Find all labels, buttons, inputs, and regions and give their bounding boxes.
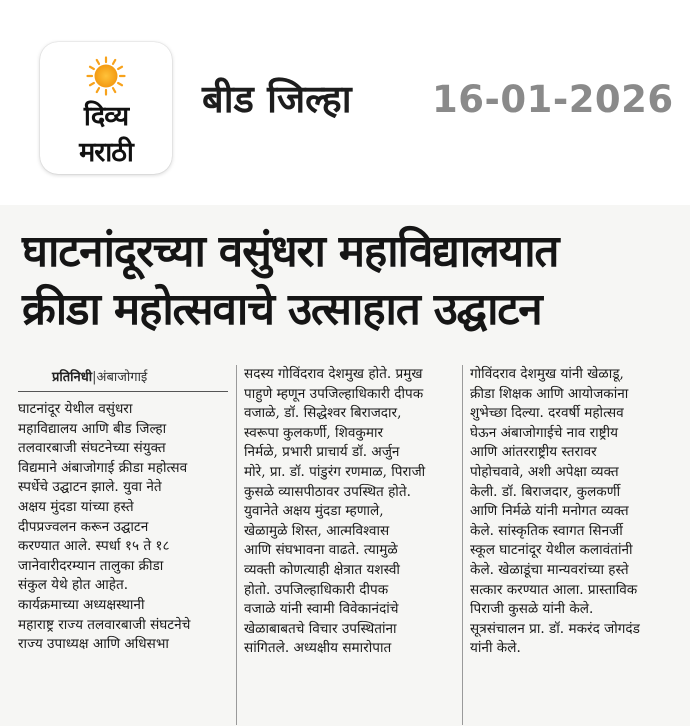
article-text-line: कुसळे व्यासपीठावर उपस्थित होते.	[244, 483, 411, 500]
byline	[18, 365, 228, 392]
column-divider	[462, 365, 463, 725]
article-text-line: अक्षय मुंदडा यांच्या हस्ते	[18, 498, 134, 515]
article-text-line: जानेवारीदरम्यान तालुका क्रीडा	[18, 557, 164, 574]
article-text-line: मोरे, प्रा. डॉ. पांडुरंग रणमाळ, पिराजी	[244, 463, 426, 480]
app-logo[interactable]	[40, 42, 172, 174]
article-text-line: करण्यात आले. स्पर्धा १५ ते १८	[18, 538, 170, 555]
article-text-line: पाहुणे म्हणून उपजिल्हाधिकारी दीपक	[244, 385, 424, 402]
headline-line: घाटनांदूरच्या वसुंधरा महाविद्यालयात	[22, 226, 559, 277]
article-text-line: स्कूल घाटनांदूर येथील कलावंतांनी	[470, 542, 633, 559]
article-text-line: शुभेच्छा दिल्या. दरवर्षी महोत्सव	[470, 405, 624, 422]
article-text-line: आणि संघभावना वाढते. त्यामुळे	[244, 542, 398, 559]
article-text-line: होतो. उपजिल्हाधिकारी दीपक	[244, 581, 389, 598]
article-text-line: केले. खेळाडूंचा मान्यवरांच्या हस्ते	[470, 561, 629, 578]
article-headline	[22, 223, 670, 339]
article-text-line: घाटनांदूर येथील वसुंधरा	[18, 401, 133, 417]
article-text-line: आणि निर्मळे यांनी मनोगत व्यक्त	[470, 503, 629, 520]
article-column-3	[470, 365, 680, 659]
article-text-line: सूत्रसंचालन प्रा. डॉ. मकरंद जोगदंड	[470, 620, 640, 637]
article-text-line: यांनी केले.	[470, 640, 521, 657]
article-text-line: सांगितले. अध्यक्षीय समारोपात	[244, 640, 392, 657]
page-header	[0, 0, 690, 205]
article-body	[18, 365, 678, 725]
article-text-line: गोविंदराव देशमुख यांनी खेळाडू,	[470, 366, 624, 382]
article-text-line: सदस्य गोविंदराव देशमुख होते. प्रमुख	[244, 366, 423, 382]
article-text-line: खेळाबाबतचे विचार उपस्थितांना	[244, 620, 397, 637]
article-text-line: स्वरूपा कुलकर्णी, शिवकुमार	[244, 424, 384, 441]
news-clipping	[0, 205, 690, 726]
article-text-line: क्रीडा शिक्षक आणि आयोजकांना	[470, 385, 629, 402]
headline-line: क्रीडा महोत्सवाचे उत्साहात उद्घाटन	[22, 284, 542, 335]
byline-label: प्रतिनिधी	[52, 370, 93, 385]
article-text-line: महाविद्यालय आणि बीड जिल्हा	[18, 420, 167, 437]
article-text-line: व्यक्ती कोणत्याही क्षेत्रात यशस्वी	[244, 561, 400, 578]
column-divider	[236, 365, 237, 725]
article-text-line: घेऊन अंबाजोगाईचे नाव राष्ट्रीय	[470, 424, 619, 441]
district-label: बीड जिल्हा	[202, 77, 352, 121]
article-column-2	[244, 365, 454, 659]
article-text-line: पोहोचवावे, अशी अपेक्षा व्यक्त	[470, 463, 619, 480]
article-text-line: केली. डॉ. बिराजदार, कुलकर्णी	[470, 483, 621, 500]
article-text-line: सत्कार करण्यात आला. प्रास्ताविक	[470, 581, 638, 598]
article-text-line: कार्यक्रमाच्या अध्यक्षस्थानी	[18, 596, 145, 613]
article-text-line: स्पर्धेचे उद्घाटन झाले. युवा नेते	[18, 479, 162, 496]
logo-text-marathi: मराठी	[79, 137, 133, 168]
edition-date: 16-01-2026	[432, 78, 674, 121]
article-text-line: पिराजी कुसळे यांनी केले.	[470, 601, 594, 618]
article-text-line: खेळामुळे शिस्त, आत्मविश्वास	[244, 522, 390, 539]
article-text-line: राज्य उपाध्यक्ष आणि अधिसभा	[18, 636, 169, 653]
article-text-line: वजाळे, डॉ. सिद्धेश्वर बिराजदार,	[244, 405, 402, 422]
logo-text-divya: दिव्य	[83, 101, 129, 132]
byline-separator: |	[92, 370, 97, 385]
article-text-line: केले. सांस्कृतिक स्वागत सिनर्जी	[470, 522, 623, 539]
article-text-line: वजाळे यांनी स्वामी विवेकानंदांचे	[244, 601, 399, 618]
byline-place: अंबाजोगाई	[96, 370, 148, 385]
sun-icon	[86, 56, 126, 96]
article-text-line: दीपप्रज्वलन करून उद्घाटन	[18, 518, 149, 535]
article-text-line: विद्यमाने अंबाजोगाई क्रीडा महोत्सव	[18, 459, 188, 476]
article-text-line: संकुल येथे होत आहेत.	[18, 577, 129, 594]
article-text-line: निर्मळे, प्रभारी प्राचार्य डॉ. अर्जुन	[244, 444, 400, 461]
article-text-line: महाराष्ट्र राज्य तलवारबाजी संघटनेचे	[18, 616, 191, 633]
article-text-line: तलवारबाजी संघटनेच्या संयुक्त	[18, 440, 166, 457]
article-text-line: युवानेते अक्षय मुंदडा म्हणाले,	[244, 503, 384, 520]
article-text-line: आणि आंतरराष्ट्रीय स्तरावर	[470, 444, 597, 461]
article-column-1	[18, 365, 228, 655]
